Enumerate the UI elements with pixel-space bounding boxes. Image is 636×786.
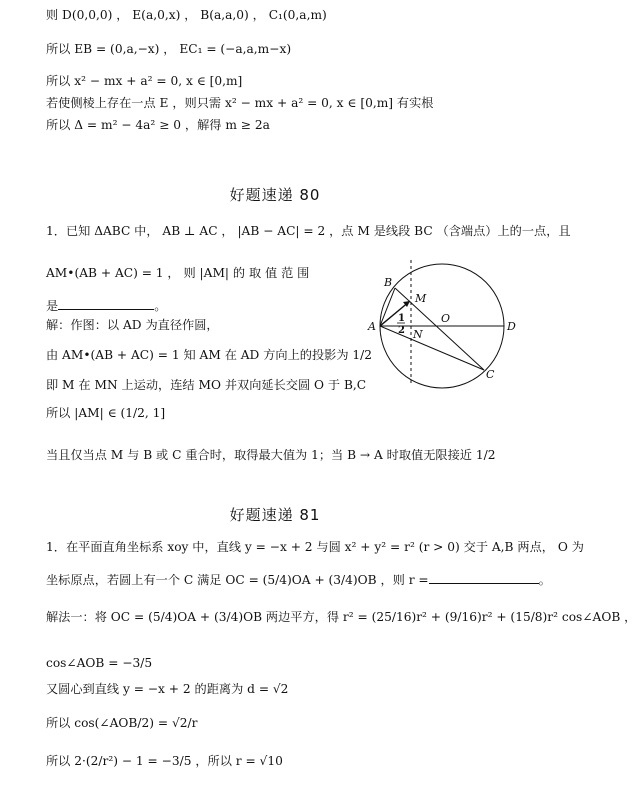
answer-blank-81[interactable] <box>429 572 539 584</box>
label-b: B <box>384 276 393 289</box>
p81-q2-text: 坐标原点，若圆上有一个 C 满足 OC = (5/4)OA + (3/4)OB ，则 r = <box>46 573 429 587</box>
fraction-denominator: 2 <box>398 325 405 336</box>
label-m: M <box>415 292 427 305</box>
p81-solution-line-2: cos∠AOB = −3/5 <box>46 656 153 670</box>
p81-question-line-1: 1．在平面直角坐标系 xoy 中，直线 y = −x + 2 与圆 x² + y² = r² (r > 0) 交于 A,B 两点， O 为 <box>46 540 584 554</box>
prev-line-4: 若使侧棱上存在一点 E ，则只需 x² − mx + a² = 0, x ∈ [0,m] 有实根 <box>46 96 434 110</box>
circle-geometry-figure <box>364 258 516 388</box>
segment-bc <box>395 288 484 370</box>
heading-80: 好题速递 80 <box>229 186 321 204</box>
p81-solution-line-5: 所以 2·(2/r²) − 1 = −3/5 ，所以 r = √10 <box>46 754 283 768</box>
p81-q2-suffix: 。 <box>538 573 551 587</box>
p80-solution-line-3: 即 M 在 MN 上运动，连结 MO 并双向延长交圆 O 于 B,C <box>46 378 367 392</box>
p80-q3-suffix: 。 <box>154 299 167 313</box>
prev-line-1: 则 D(0,0,0) ， E(a,0,x) ， B(a,a,0) ， C₁(0,a,m) <box>46 8 327 22</box>
p80-question-line-2: AM•(AB + AC) = 1 ， 则 |AM| 的 取 值 范 围 <box>46 266 310 280</box>
label-a: A <box>368 320 376 333</box>
label-n: N <box>413 328 423 341</box>
p80-solution-line-2: 由 AM•(AB + AC) = 1 知 AM 在 AD 方向上的投影为 1/2 <box>46 348 372 362</box>
prev-line-3: 所以 x² − mx + a² = 0, x ∈ [0,m] <box>46 74 243 88</box>
answer-blank-80[interactable] <box>58 298 154 310</box>
p80-solution-line-4: 所以 |AM| ∈ (1/2, 1] <box>46 406 166 420</box>
p81-solution-line-4: 所以 cos(∠AOB/2) = √2/r <box>46 716 198 730</box>
label-c: C <box>486 368 495 381</box>
p80-question-line-3 <box>46 298 166 314</box>
p81-solution-line-1: 解法一：将 OC = (5/4)OA + (3/4)OB 两边平方，得 r² = (25/16)r² + (9/16)r² + (15/8)r² cos∠AOB ， <box>46 610 636 624</box>
p80-question-line-1: 1．已知 ΔABC 中， AB ⊥ AC ， |AB − AC| = 2 ，点 M 是线段 BC （含端点）上的一点，且 <box>46 224 571 238</box>
label-d: D <box>507 320 516 333</box>
p80-solution-line-5: 当且仅当点 M 与 B 或 C 重合时，取得最大值为 1；当 B → A 时取值无限接近 1/2 <box>46 448 496 462</box>
p80-q3-prefix: 是 <box>46 299 59 313</box>
prev-line-5: 所以 Δ = m² − 4a² ≥ 0 ，解得 m ≥ 2a <box>46 118 270 132</box>
p81-solution-line-3: 又圆心到直线 y = −x + 2 的距离为 d = √2 <box>46 682 289 696</box>
prev-line-2: 所以 EB = (0,a,−x) ， EC₁ = (−a,a,m−x) <box>46 42 292 56</box>
p81-question-line-2 <box>46 572 551 588</box>
label-o: O <box>441 312 451 325</box>
p80-solution-line-1: 解：作图：以 AD 为直径作圆， <box>46 318 219 332</box>
heading-81: 好题速递 81 <box>229 506 321 524</box>
fraction-numerator: 1 <box>398 313 405 324</box>
segment-ac <box>380 326 484 370</box>
